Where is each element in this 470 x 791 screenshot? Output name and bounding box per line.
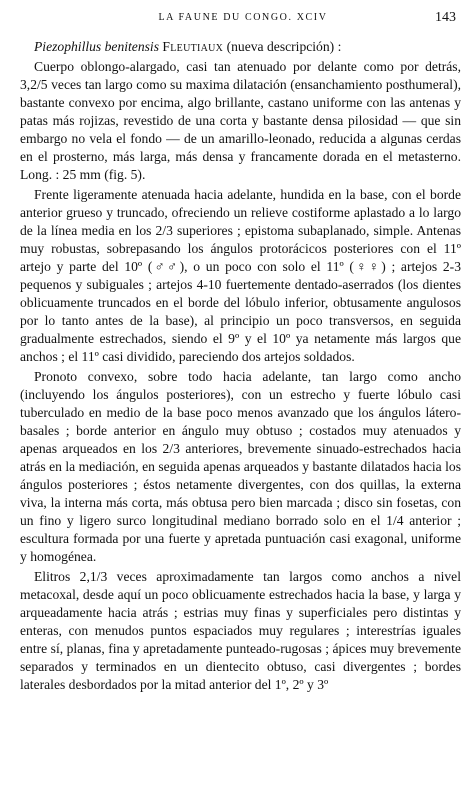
page-header — [30, 10, 456, 30]
species-name: Piezophillus benitensis — [34, 39, 159, 54]
paragraph-pronotum: Pronoto convexo, sobre todo hacia adelante, tan largo como ancho (incluyendo los ángulos posteriores), con un estrecho y fuerte lóbulo casi tuberculado en medio de la base poco menos avanzado que los ángulos látero-basales ; borde anterior en ángulo muy obtuso ; costados muy atenuados y apenas arqueados en los 2/3 anteriores, brevemente sinuado-estrechados hacia atrás en la mediación, en seguida apenas arqueados y bastante dilatados hacia los ángulos posteriores ; éstos netamente divergentes, con dos quillas, la externa viva, la interna más corta, más obtusa pero bien marcada ; disco sin fosetas, con un fino y ligero surco longitudinal mediano borrado solo en el 1/4 anterior ; escultura formada por una fuerte y apretada puntuación casi exagonal, uniforme y homogénea. — [20, 369, 461, 564]
body-text — [20, 38, 461, 694]
paragraph-body: Cuerpo oblongo-alargado, casi tan atenuado por delante como por detrás, 3,2/5 veces tan largo como su maxima dilatación (ensanchamiento posthumeral), bastante convexo por encima, algo brillante, castano uniforme con las antenas y patas más rojizas, revestido de una corta y bastante densa pilosidad — que sin embargo no vela el fondo — de un amarillo-leonado, reducida a algunas cerdas en el prosterno, más larga, más densa y francamente dorada en el metasterno. Long. : 25 mm (fig. 5). — [20, 59, 461, 182]
species-author: Fleutiaux — [162, 39, 224, 54]
species-note: (nueva descripción) : — [226, 39, 342, 54]
running-title: LA FAUNE DU CONGO. XCIV — [158, 12, 328, 23]
page-number: 143 — [435, 10, 456, 25]
species-heading — [20, 38, 461, 56]
paragraph-elytra: Elitros 2,1/3 veces aproximadamente tan largos como anchos a nivel metacoxal, desde aquí un poco oblicuamente estrechados hacia la base, y larga y arqueadamente hacia atrás ; estrias muy finas y superficiales pero distintas y enteras, con menudos puntos espaciados muy regulares ; interestrías iguales entre sí, planas, fina y apretadamente punteado-rugosas ; ápices muy brevemente separados y terminados en un dientecito obtuso, casi divergentes ; bordes laterales desbordados por la mitad anterior del 1º, 2º y 3º — [20, 569, 461, 692]
paragraph-head-antennae: Frente ligeramente atenuada hacia adelante, hundida en la base, con el borde anterior grueso y truncado, ofreciendo un relieve costiforme aplastado a lo largo de la línea media en los 2/3 superiores ; epistoma subaplanado, simple. Antenas muy robustas, sobrepasando los ángulos protorácicos posteriores con el 11º artejo y parte del 10º (♂♂), o un poco con solo el 11º (♀♀) ; artejos 2-3 pequenos y subiguales ; artejos 4-10 fuertemente dentado-aserrados (los dientes oblicuamente truncados en el borde del lóbulo inferior, obtusamente angulosos por lo tanto antes de la base), al principio un poco transversos, en seguida gradualmente estrechados, siendo el 9º y el 10º ya netamente más largos que anchos ; el 11º casi dividido, pareciendo dos artejos soldados. — [20, 187, 461, 364]
